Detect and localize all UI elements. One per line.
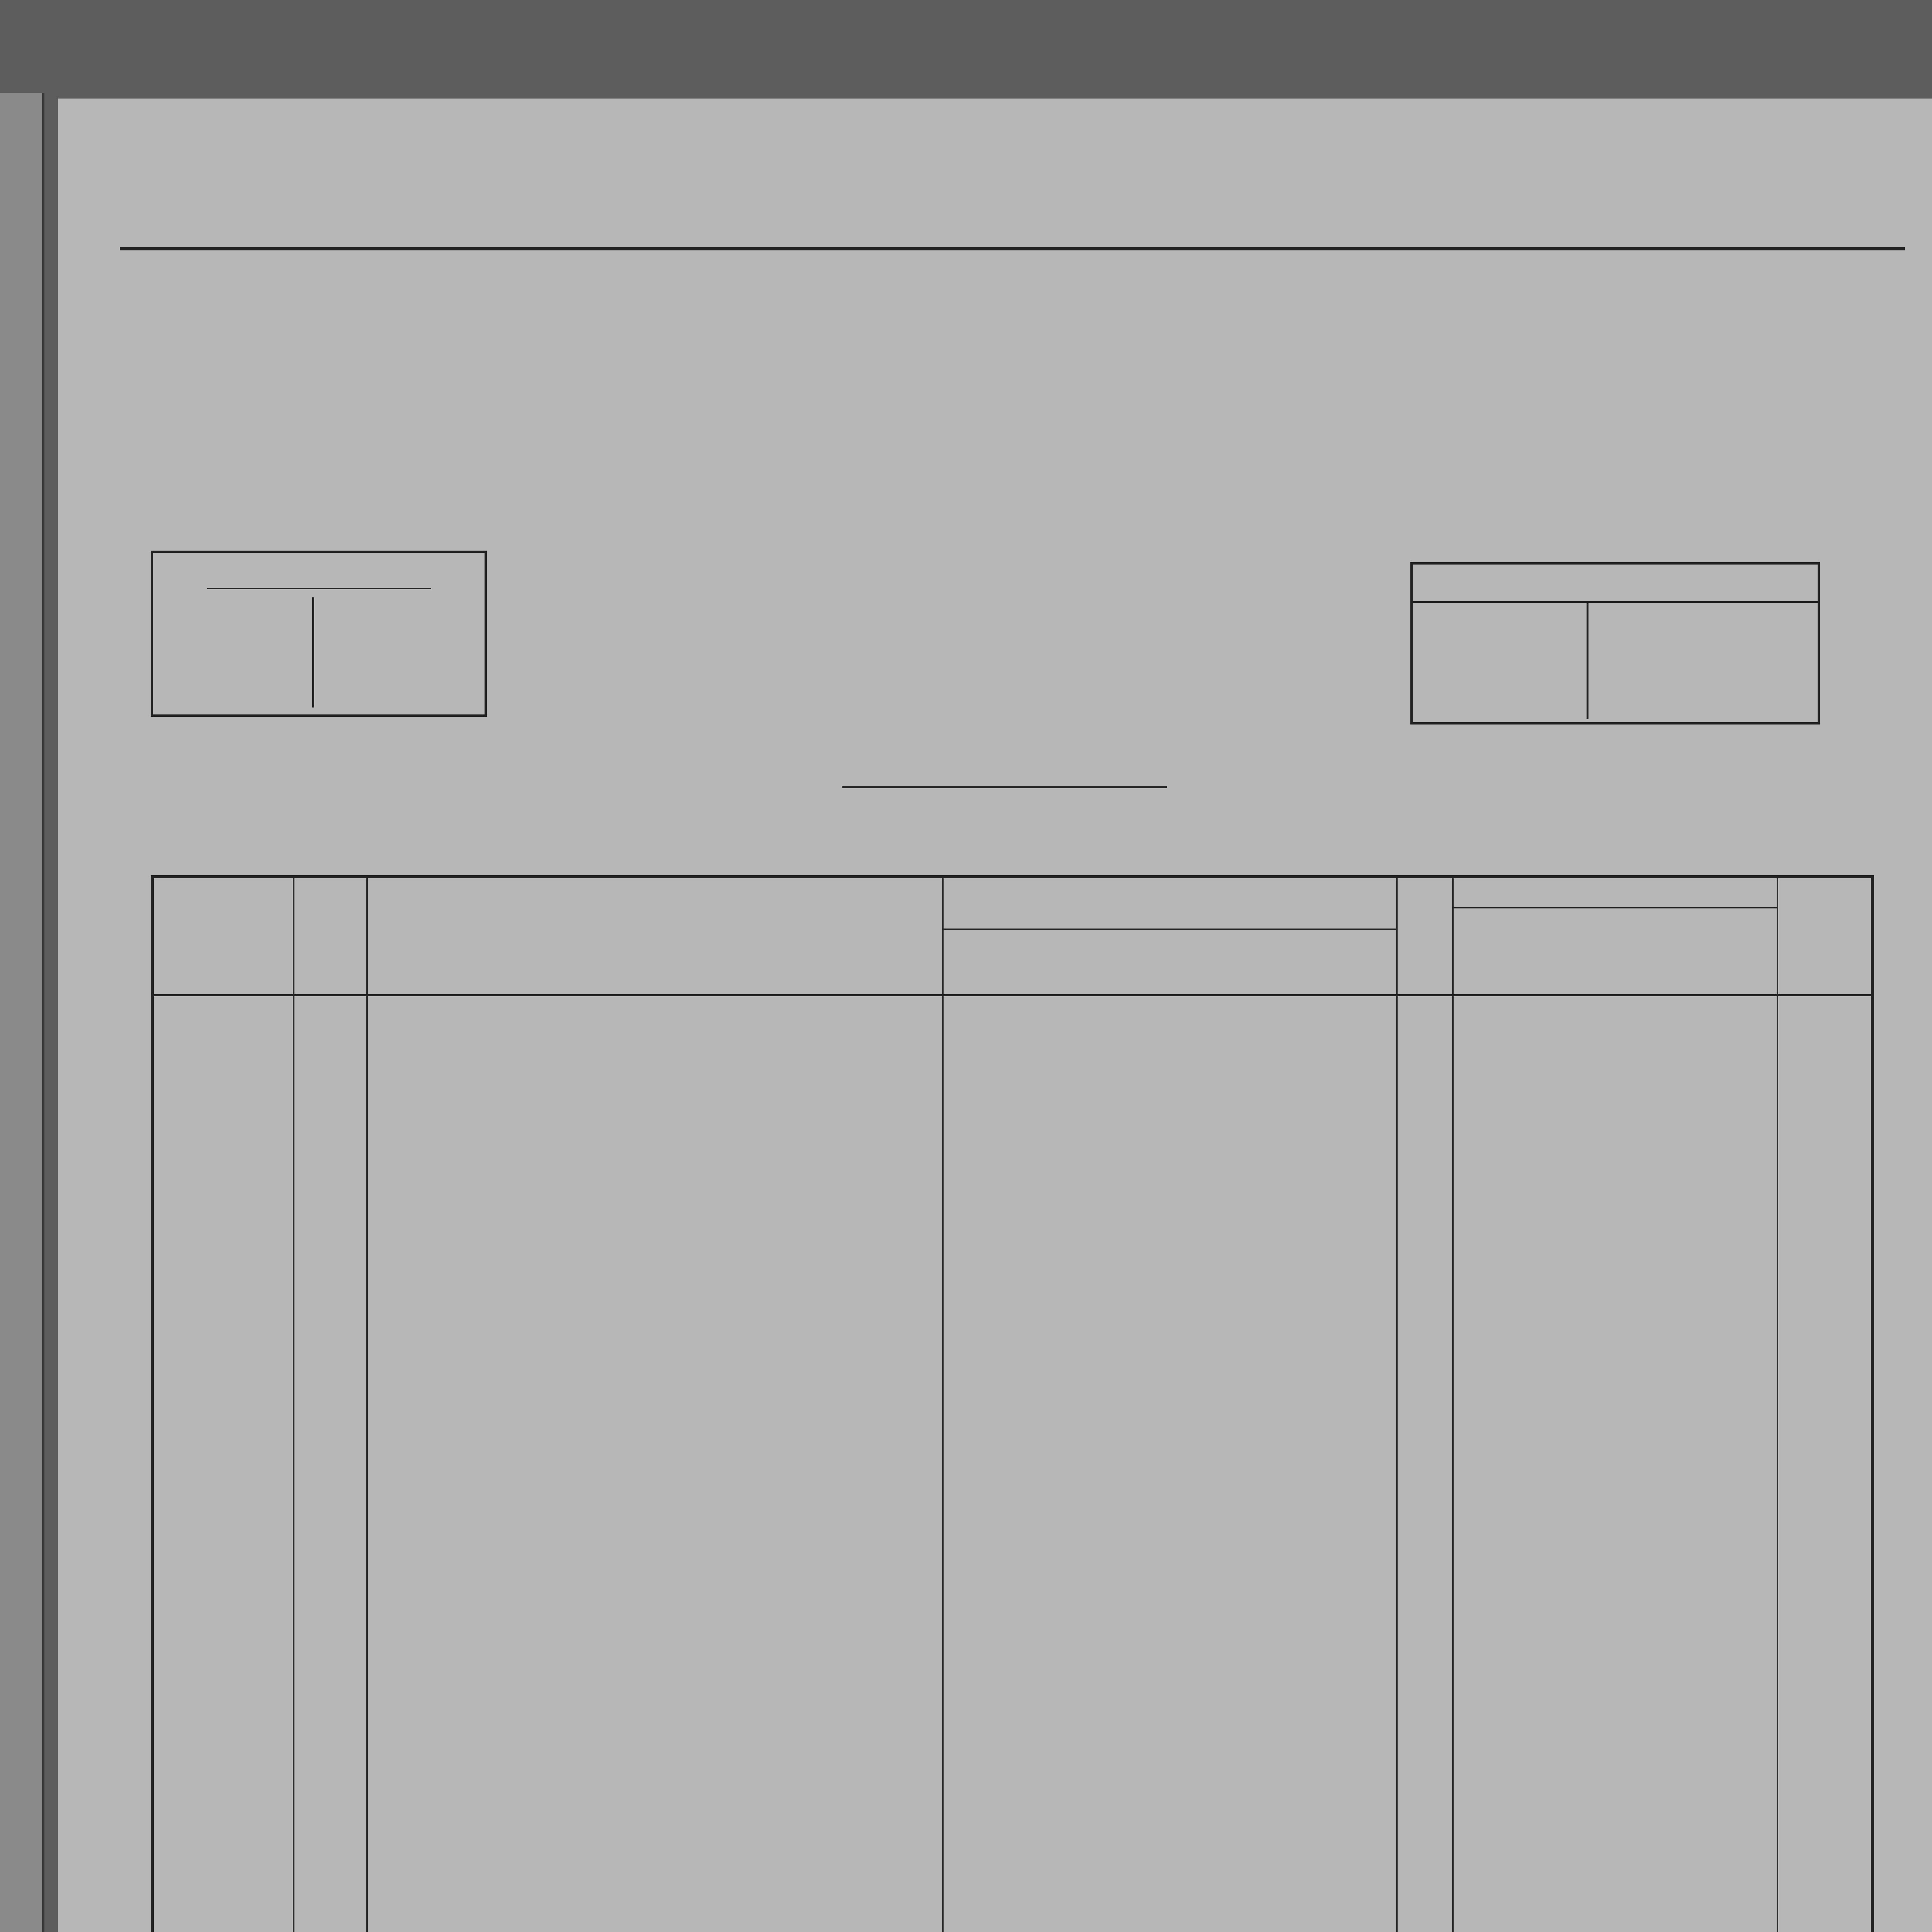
cours-rule xyxy=(942,929,1396,930)
newspaper-page xyxy=(58,99,1932,1932)
col-divider-1 xyxy=(293,878,294,1932)
col-divider-2 xyxy=(366,878,368,1932)
header-bottom-rule xyxy=(154,994,1871,996)
coupons-rule xyxy=(1452,907,1777,908)
subscriptions-right-divider xyxy=(1587,603,1588,719)
subscriptions-heading-rule xyxy=(207,588,431,589)
previous-page-edge xyxy=(0,93,44,1932)
telephone-underline xyxy=(842,786,1167,788)
subscriptions-right-rule xyxy=(1413,601,1818,603)
col-divider-6 xyxy=(1777,878,1778,1932)
col-divider-5 xyxy=(1452,878,1454,1932)
header-rule xyxy=(120,247,1905,250)
col-divider-3 xyxy=(942,878,944,1932)
subscriptions-right-box xyxy=(1410,562,1820,724)
subscriptions-left-box xyxy=(151,551,487,717)
subscriptions-divider xyxy=(312,597,314,707)
quotation-table xyxy=(151,875,1874,1932)
cours-precedents-header xyxy=(1402,921,1448,990)
col-divider-4 xyxy=(1396,878,1398,1932)
